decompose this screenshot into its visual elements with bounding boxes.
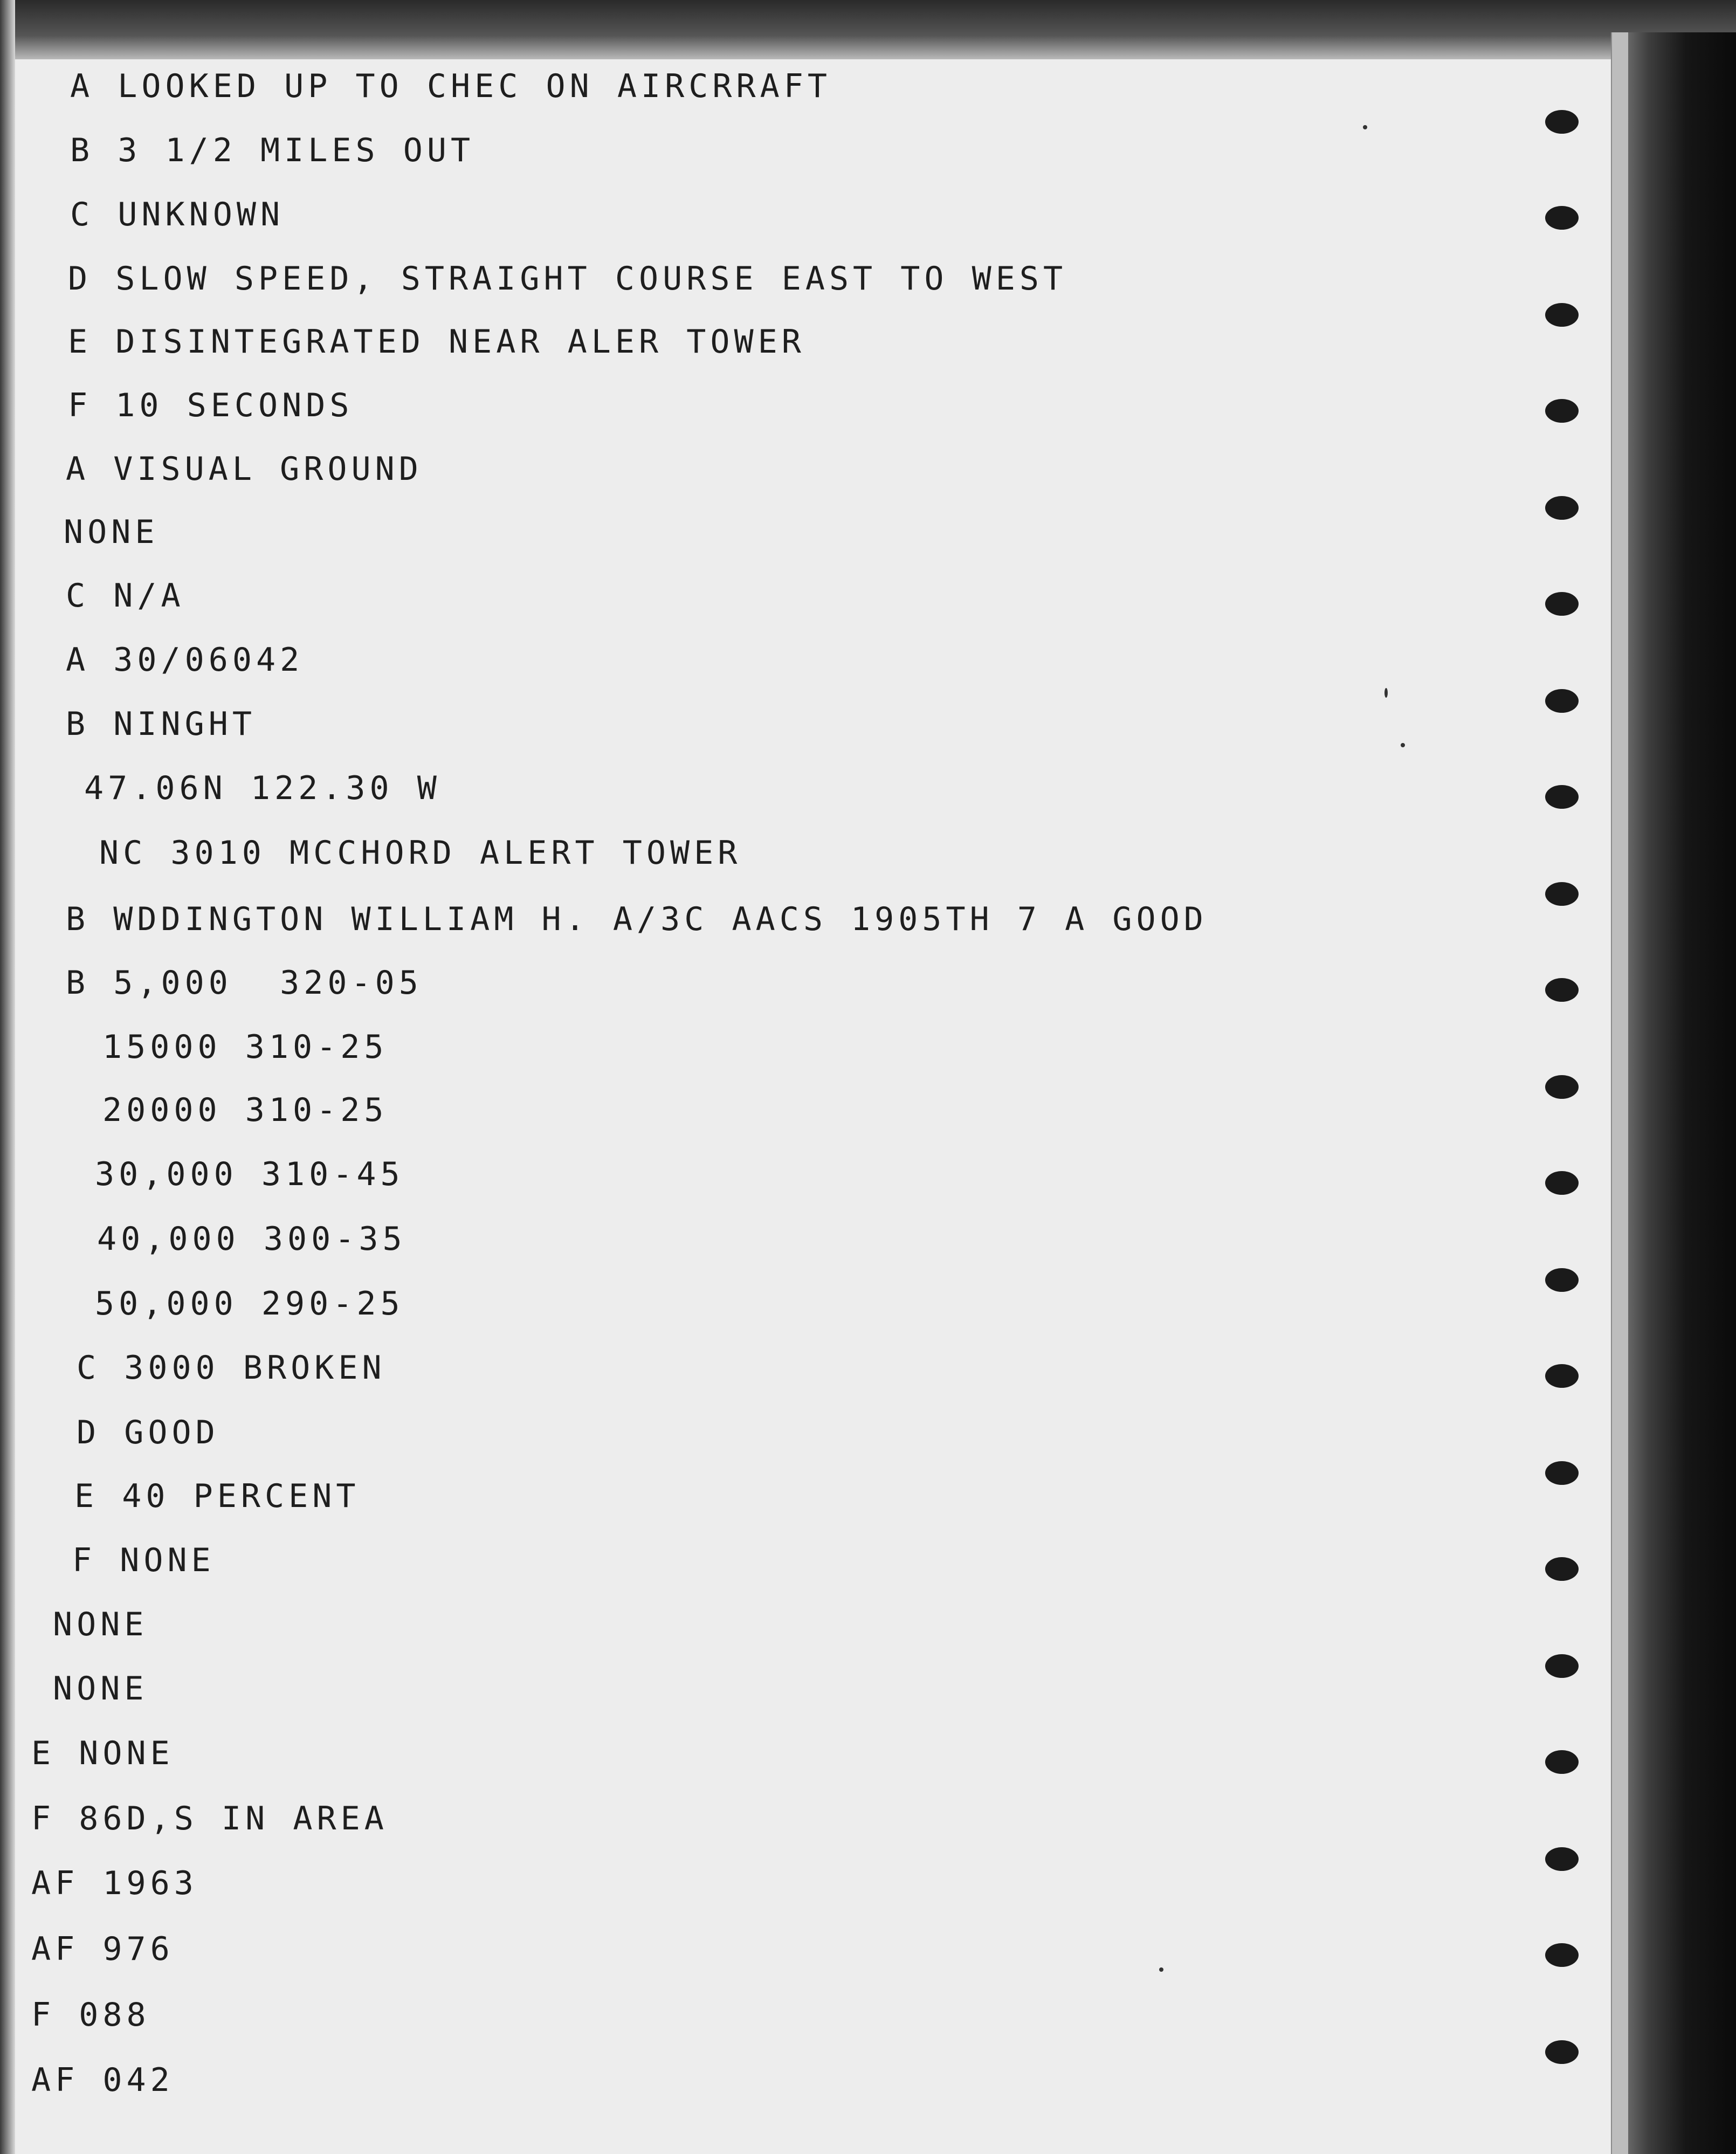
text-line: F 088	[31, 1996, 150, 2034]
text-line: AF 1963	[31, 1864, 198, 1902]
text-line: C 3000 BROKEN	[77, 1349, 386, 1387]
text-line: F 10 SECONDS	[68, 387, 354, 424]
text-line: NONE	[53, 1606, 148, 1643]
text-line: 50,000 290-25	[95, 1285, 404, 1323]
text-line: 47.06N 122.30 W	[84, 769, 441, 807]
text-line: E 40 PERCENT	[74, 1477, 360, 1515]
text-line: C UNKNOWN	[70, 196, 285, 233]
text-line: E DISINTEGRATED NEAR ALER TOWER	[68, 323, 805, 361]
text-line: AF 976	[31, 1930, 174, 1968]
text-line: 30,000 310-45	[95, 1155, 404, 1193]
text-line: B WDDINGTON WILLIAM H. A/3C AACS 1905TH 7 A GOOD	[66, 900, 1208, 938]
text-line: D GOOD	[77, 1414, 219, 1451]
text-line: 40,000 300-35	[97, 1220, 407, 1258]
text-line: A VISUAL GROUND	[66, 450, 423, 488]
text-line: AF 042	[31, 2061, 174, 2099]
text-line: NONE	[64, 513, 159, 551]
text-line: NC 3010 MCCHORD ALERT TOWER	[99, 834, 742, 872]
text-line: F NONE	[72, 1541, 215, 1579]
text-line: A LOOKED UP TO CHEC ON AIRCRRAFT	[70, 67, 831, 105]
text-line: NONE	[53, 1670, 148, 1708]
text-line: E NONE	[31, 1735, 174, 1772]
text-line: C N/A	[66, 577, 185, 615]
text-line: F 86D,S IN AREA	[31, 1800, 388, 1838]
text-line: 20000 310-25	[102, 1091, 388, 1129]
text-line: B 5,000 320-05	[66, 964, 423, 1002]
text-line: 15000 310-25	[102, 1028, 388, 1066]
text-line: B 3 1/2 MILES OUT	[70, 132, 475, 169]
text-line: A 30/06042	[66, 641, 304, 679]
text-line: B NINGHT	[66, 705, 256, 743]
text-line: D SLOW SPEED, STRAIGHT COURSE EAST TO WEST	[68, 260, 1067, 298]
